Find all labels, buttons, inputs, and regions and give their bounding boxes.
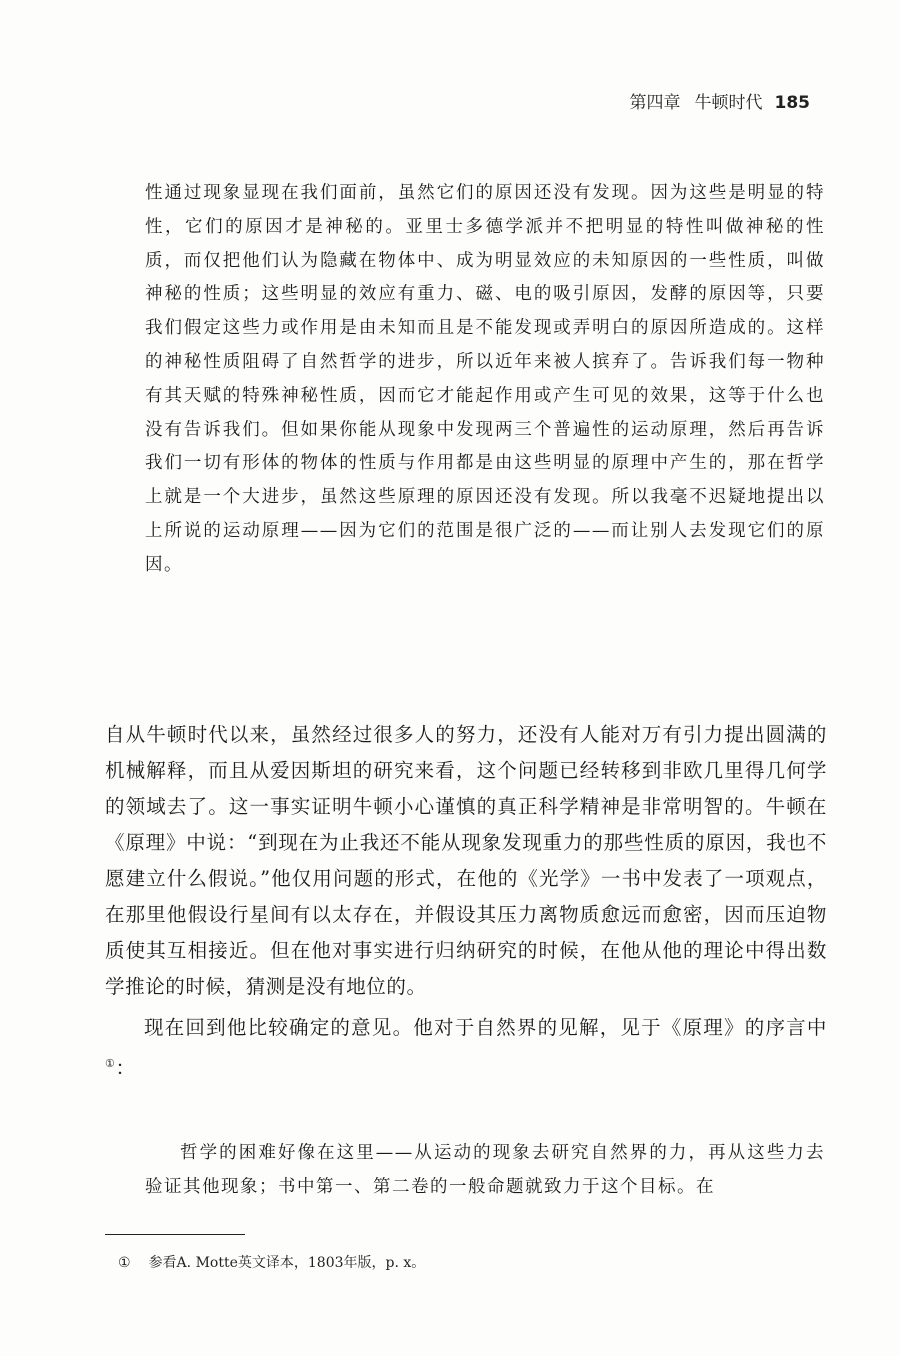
block-quote: 哲学的困难好像在这里——从运动的现象去研究自然界的力，再从这些力去验证其他现象；书中第一、第二卷的一般命题就致力于这个目标。在: [145, 1143, 825, 1197]
footnote-mark: ①: [118, 1255, 131, 1271]
chapter-label: 第四章: [629, 93, 681, 113]
paragraph-punct: ：: [115, 1056, 136, 1080]
paragraph: 自从牛顿时代以来，虽然经过很多人的努力，还没有人能对万有引力提出圆满的机械解释，而且从爱因斯坦的研究来看，这个问题已经转移到非欧几里得几何学的领域去了。这一事实证明牛顿小心谨慎的真正科学精神是非常明智的。牛顿在《原理》中说：“到现在为止我还不能从现象发现重力的那些性质的原因，我也不愿建立什么假说。”他仅用问题的形式，在他的《光学》一书中发表了一项观点，在那里他假设行星间有以太存在，并假设其压力离物质愈远而愈密，因而压迫物质使其互相接近。但在他对事实进行归纳研究的时候，在他从他的理论中得出数学推论的时候，猜测是没有地位的。: [105, 723, 827, 998]
main-text: [105, 717, 827, 1087]
chapter-title: 牛顿时代: [694, 93, 763, 113]
paragraph: [105, 1010, 827, 1087]
block-quote-continued: 性通过现象显现在我们面前，虽然它们的原因还没有发现。因为这些是明显的特性，它们的原因才是神秘的。亚里士多德学派并不把明显的特性叫做神秘的性质，而仅把他们认为隐藏在物体中、成为明显效应的未知原因的一些性质，叫做神秘的性质；这些明显的效应有重力、磁、电的吸引原因，发酵的原因等，只要我们假定这些力或作用是由未知而且是不能发现或弄明白的原因所造成的。这样的神秘性质阻碍了自然哲学的进步，所以近年来被人摈弃了。告诉我们每一物种有其天赋的特殊神秘性质，因而它才能起作用或产生可见的效果，这等于什么也没有告诉我们。但如果你能从现象中发现两三个普遍性的运动原理，然后再告诉我们一切有形体的物体的性质与作用都是由这些明显的原理中产生的，那在哲学上就是一个大进步，虽然这些原理的原因还没有发现。所以我毫不迟疑地提出以上所说的运动原理——因为它们的范围是很广泛的——而让别人去发现它们的原因。: [145, 183, 825, 575]
paragraph-text: 现在回到他比较确定的意见。他对于自然界的见解，见于《原理》的序言中: [144, 1016, 827, 1039]
footnote-reference: ①: [105, 1057, 116, 1070]
footnote-divider: [105, 1234, 245, 1235]
footnote-text: 参看A. Motte英文译本，1803年版，p. x。: [148, 1255, 426, 1271]
running-header: [630, 88, 811, 113]
footnote: [118, 1252, 425, 1272]
page-number: 185: [774, 93, 810, 113]
